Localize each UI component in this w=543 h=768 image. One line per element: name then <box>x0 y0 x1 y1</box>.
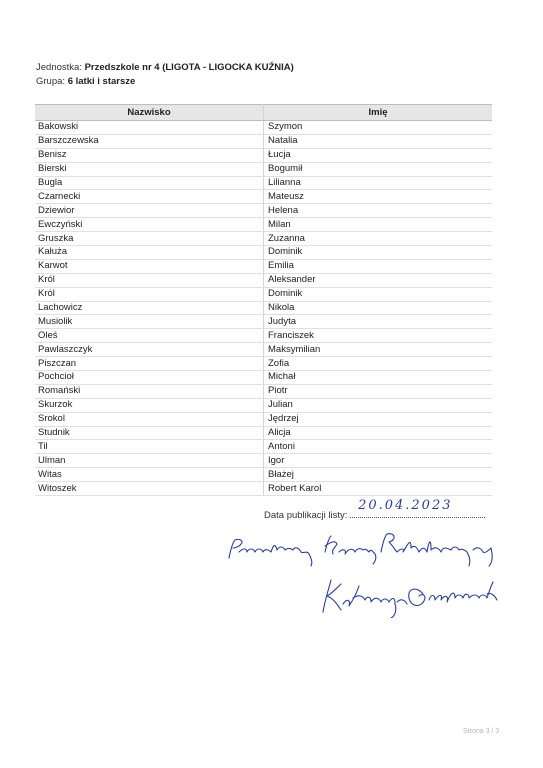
table-row <box>35 218 492 232</box>
surname-cell: Studnik <box>35 426 264 440</box>
surname-cell: Til <box>35 440 264 454</box>
name-cell: Dominik <box>264 287 493 301</box>
publication-date-line <box>264 498 485 521</box>
unit-line <box>36 61 294 75</box>
name-cell: Szymon <box>264 121 493 135</box>
name-cell: Michał <box>264 371 493 385</box>
name-cell: Piotr <box>264 384 493 398</box>
table-row <box>35 440 492 454</box>
table-row <box>35 482 492 496</box>
name-cell: Franciszek <box>264 329 493 343</box>
name-cell: Łucja <box>264 148 493 162</box>
surname-cell: Gruszka <box>35 232 264 246</box>
name-cell: Zofia <box>264 357 493 371</box>
name-cell: Nikola <box>264 301 493 315</box>
surname-cell: Król <box>35 273 264 287</box>
surname-cell: Skurzok <box>35 398 264 412</box>
surname-cell: Musiolik <box>35 315 264 329</box>
surname-cell: Pawlaszczyk <box>35 343 264 357</box>
table-row <box>35 232 492 246</box>
group-label: Grupa: <box>36 76 66 87</box>
surname-cell: Czarnecki <box>35 190 264 204</box>
table-row <box>35 468 492 482</box>
table-row <box>35 134 492 148</box>
page-number: Strona 3 / 3 <box>463 728 500 735</box>
column-header-surname: Nazwisko <box>35 105 264 121</box>
document-header <box>36 61 294 89</box>
surname-cell: Dziewior <box>35 204 264 218</box>
table-row <box>35 259 492 273</box>
name-cell: Zuzanna <box>264 232 493 246</box>
name-cell: Judyta <box>264 315 493 329</box>
publication-date-field <box>350 498 485 518</box>
name-cell: Alicja <box>264 426 493 440</box>
surname-cell: Karwot <box>35 259 264 273</box>
name-cell: Milan <box>264 218 493 232</box>
surname-cell: Ewczyński <box>35 218 264 232</box>
table-row <box>35 176 492 190</box>
name-cell: Mateusz <box>264 190 493 204</box>
handwritten-date: 20.04.2023 <box>358 498 453 513</box>
surname-cell: Benisz <box>35 148 264 162</box>
surname-cell: Król <box>35 287 264 301</box>
table-row <box>35 412 492 426</box>
table-row <box>35 343 492 357</box>
surname-cell: Lachowicz <box>35 301 264 315</box>
children-list-table <box>35 104 492 496</box>
surname-cell: Witoszek <box>35 482 264 496</box>
handwritten-signature <box>225 528 525 618</box>
table-row <box>35 454 492 468</box>
group-line <box>36 75 294 89</box>
table-row <box>35 301 492 315</box>
name-cell: Bogumił <box>264 162 493 176</box>
surname-cell: Oleś <box>35 329 264 343</box>
name-cell: Emilia <box>264 259 493 273</box>
name-cell: Julian <box>264 398 493 412</box>
name-cell: Jędrzej <box>264 412 493 426</box>
table-row <box>35 357 492 371</box>
surname-cell: Pochcioł <box>35 371 264 385</box>
surname-cell: Srokol <box>35 412 264 426</box>
surname-cell: Ulman <box>35 454 264 468</box>
table-row <box>35 162 492 176</box>
surname-cell: Witas <box>35 468 264 482</box>
table-row <box>35 315 492 329</box>
name-cell: Helena <box>264 204 493 218</box>
unit-label: Jednostka: <box>36 62 82 73</box>
name-cell: Maksymilian <box>264 343 493 357</box>
table-row <box>35 426 492 440</box>
table-row <box>35 384 492 398</box>
table-row <box>35 246 492 260</box>
table-row <box>35 287 492 301</box>
unit-value: Przedszkole nr 4 (LIGOTA - LIGOCKA KUŹNIA) <box>84 62 294 73</box>
surname-cell: Romański <box>35 384 264 398</box>
table-row <box>35 204 492 218</box>
surname-cell: Kałuża <box>35 246 264 260</box>
surname-cell: Bierski <box>35 162 264 176</box>
name-cell: Natalia <box>264 134 493 148</box>
table-row <box>35 148 492 162</box>
table-header-row <box>35 105 492 121</box>
name-cell: Lilianna <box>264 176 493 190</box>
table-row <box>35 371 492 385</box>
surname-cell: Barszczewska <box>35 134 264 148</box>
surname-cell: Bugla <box>35 176 264 190</box>
name-cell: Antoni <box>264 440 493 454</box>
name-cell: Błażej <box>264 468 493 482</box>
group-value: 6 latki i starsze <box>67 76 136 87</box>
name-cell: Robert Karol <box>264 482 493 496</box>
name-cell: Aleksander <box>264 273 493 287</box>
name-cell: Igor <box>264 454 493 468</box>
surname-cell: Bakowski <box>35 121 264 135</box>
table-row <box>35 398 492 412</box>
table-row <box>35 121 492 135</box>
table-body <box>35 121 492 496</box>
surname-cell: Piszczan <box>35 357 264 371</box>
table-row <box>35 329 492 343</box>
column-header-name: Imię <box>264 105 493 121</box>
publication-date-label: Data publikacji listy: <box>264 510 348 521</box>
name-cell: Dominik <box>264 246 493 260</box>
table-row <box>35 190 492 204</box>
table-row <box>35 273 492 287</box>
